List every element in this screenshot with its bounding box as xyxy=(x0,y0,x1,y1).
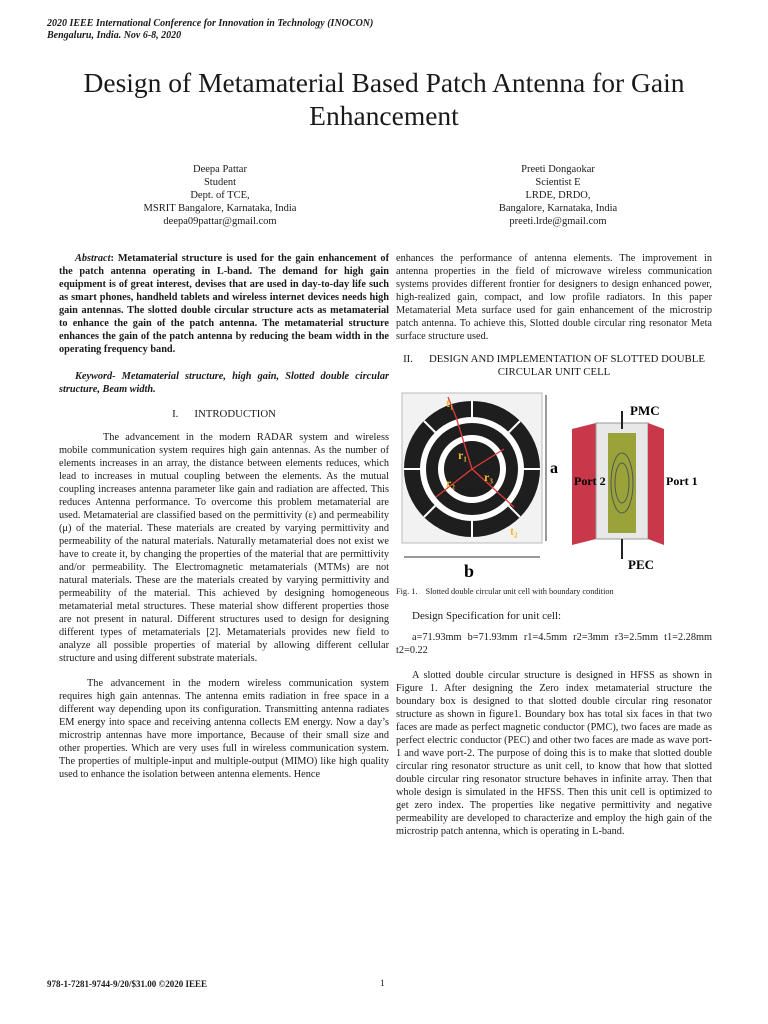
label-pec: PEC xyxy=(628,557,654,572)
design-paragraph: A slotted double circular structure is designed in HFSS as shown in Figure 1. After designing the Zero index metamaterial structure the boundary box is designed to that slotted double circular ring resonator structure as shown in figure1. Boundary box has total six faces in that two faces are made as perfect magnetic conductor (PMC), two faces are made as perfect electric conductor (PEC) and other two faces are made as wave port-1 and wave port-2. The purpose of doing this is to make that slotted double circular ring resonator structure as unit cell, to know that how that slotted double circular ring resonator structure behaves in infinite array. Then that whole design is simulated in the HFSS. Then this unit cell is optimized to get zero index. The properties like negative permittivity and negative permeability are developed to characterize and employ the high gain of the microstrip patch antenna, which is operating in L-band. xyxy=(396,670,712,837)
figure-caption xyxy=(396,585,712,598)
right-column xyxy=(396,252,712,850)
label-r1: r₁ xyxy=(458,448,467,462)
label-r3: r₃ xyxy=(484,470,493,484)
abstract-label: Abstract xyxy=(75,253,111,264)
author-name: Deepa Pattar xyxy=(193,164,247,175)
unit-cell-diagram xyxy=(396,389,712,581)
keywords: Keyword- Metamaterial structure, high gain, Slotted double circular structure, Beam width. xyxy=(59,371,389,395)
design-spec-values: a=71.93mm b=71.93mm r1=4.5mm r2=3mm r3=2.5mm t1=2.28mm t2=0.22 xyxy=(396,632,712,656)
author-affiliation: Bangalore, Karnataka, India xyxy=(498,203,618,214)
figure-1 xyxy=(396,389,712,581)
intro-paragraph-3: enhances the performance of antenna elements. The improvement in antenna properties in the field of microwave wireless communication systems provides different frontier for designers to design enhanced power, high-realized gain, compact, and low profile radiators. In this paper Metamaterial Meta surface used for gain enhancement of the microstrip patch antenna. To achieve this, Slotted double circular ring resonator Meta surface structure used. xyxy=(396,253,712,342)
label-t1: t₁ xyxy=(446,396,454,410)
author-affiliation: MSRIT Bangalore, Karnataka, India xyxy=(143,203,297,214)
label-port-1: Port 1 xyxy=(666,474,698,488)
author-name: Preeti Dongaokar xyxy=(521,164,595,175)
caption-text: Slotted double circular unit cell with boundary condition xyxy=(425,587,614,596)
port-1-face xyxy=(648,423,664,545)
conference-name: 2020 IEEE International Conference for Innovation in Technology (INOCON) xyxy=(47,18,374,29)
author-dept: LRDE, DRDO, xyxy=(525,190,591,201)
intro-paragraph-1: The advancement in the modern RADAR system and wireless mobile communication system requires high gain antennas. As the number of elements increases in an array, the distance between elements reduces, which lead to increases in mutual coupling between the elements. As the mutual coupling increases antenna parameter like gain and radiation are affected. This reduces Antenna performance. To overcome this problem metamaterial are used. Metamaterial are classified based on the permittivity (ε) and permeability (μ) of the material. These materials are created by varying permittivity and permeability of the natural materials. Naturally metamaterial does not exist we have to create it, by changing the properties of the material that are permittivity and/or permeability. The Electromagnetic metamaterials (MTMs) are not natural materials. These are the materials created by varying permittivity and permeability of the material. This achieved by designing homogeneous metamaterial metal structures. These material show different properties those are not present in natural. Different structures used to design for designing different types of metamaterials [2]. Metamaterials provides new field to analyze all possible properties of material by allowing different cellular structure and using different substrate materials. xyxy=(59,432,389,664)
caption-number: Fig. 1. xyxy=(396,587,418,596)
section-number: II. xyxy=(403,353,413,365)
label-t2: t₂ xyxy=(510,524,518,538)
conference-location: Bengaluru, India. Nov 6-8, 2020 xyxy=(47,30,182,41)
label-port-2: Port 2 xyxy=(574,474,606,488)
author-role: Scientist E xyxy=(535,177,581,188)
author-block-1 xyxy=(80,163,360,228)
footer-isbn: 978-1-7281-9744-9/20/$31.00 ©2020 IEEE xyxy=(47,979,207,989)
design-spec-heading: Design Specification for unit cell: xyxy=(412,610,562,622)
label-b: b xyxy=(464,561,475,581)
author-dept: Dept. of TCE, xyxy=(190,190,250,201)
author-role: Student xyxy=(203,177,237,188)
conference-header xyxy=(47,18,373,42)
section-heading-design xyxy=(396,353,712,379)
section-number: I. xyxy=(172,408,179,420)
section-title: DESIGN AND IMPLEMENTATION OF SLOTTED DOUBLE CIRCULAR UNIT CELL xyxy=(428,353,705,378)
label-pmc: PMC xyxy=(630,403,660,418)
abstract xyxy=(59,252,389,356)
label-a: a xyxy=(550,460,558,477)
paper-title: Design of Metamaterial Based Patch Antenna for Gain Enhancement xyxy=(83,67,685,131)
author-email: deepa09pattar@gmail.com xyxy=(163,216,277,227)
section-heading-introduction xyxy=(59,408,389,421)
intro-paragraph-2: The advancement in the modern wireless communication system requires high gain antennas. The antenna emits radiation in free space in a different way depending upon its configuration. Transmitting antenna radiates EM energy into space and receiving antenna collects EM energy. Now a day’s microstrip antennas have more importance, Because of their small size and other properties. Which are very uses full in wireless communication system. The properties of multiple-input and multiple-output (MIMO) like high quality used to enhance the isolation between antenna elements. Hence xyxy=(59,678,389,780)
section-title: INTRODUCTION xyxy=(194,408,276,420)
page-number: 1 xyxy=(380,979,385,989)
author-email: preeti.lrde@gmail.com xyxy=(509,216,607,227)
abstract-text: : Metamaterial structure is used for the gain enhancement of the patch antenna operating in L-band. The demand for high gain equipment is of great interest, devises that are used in day-to-day life such as smart phones, handheld tablets and wireless internet devices needs high gain antennas. The slotted double circular structure acts as metamaterial to enhance the gain of the patch antenna. The metamaterial structure enhances the gain of the patch antenna by reducing the beam width in the operating frequency band. xyxy=(59,253,389,355)
unit-cell-green xyxy=(608,433,636,533)
author-block-2 xyxy=(418,163,698,228)
label-r2: r₂ xyxy=(446,476,455,490)
left-column xyxy=(59,252,389,793)
